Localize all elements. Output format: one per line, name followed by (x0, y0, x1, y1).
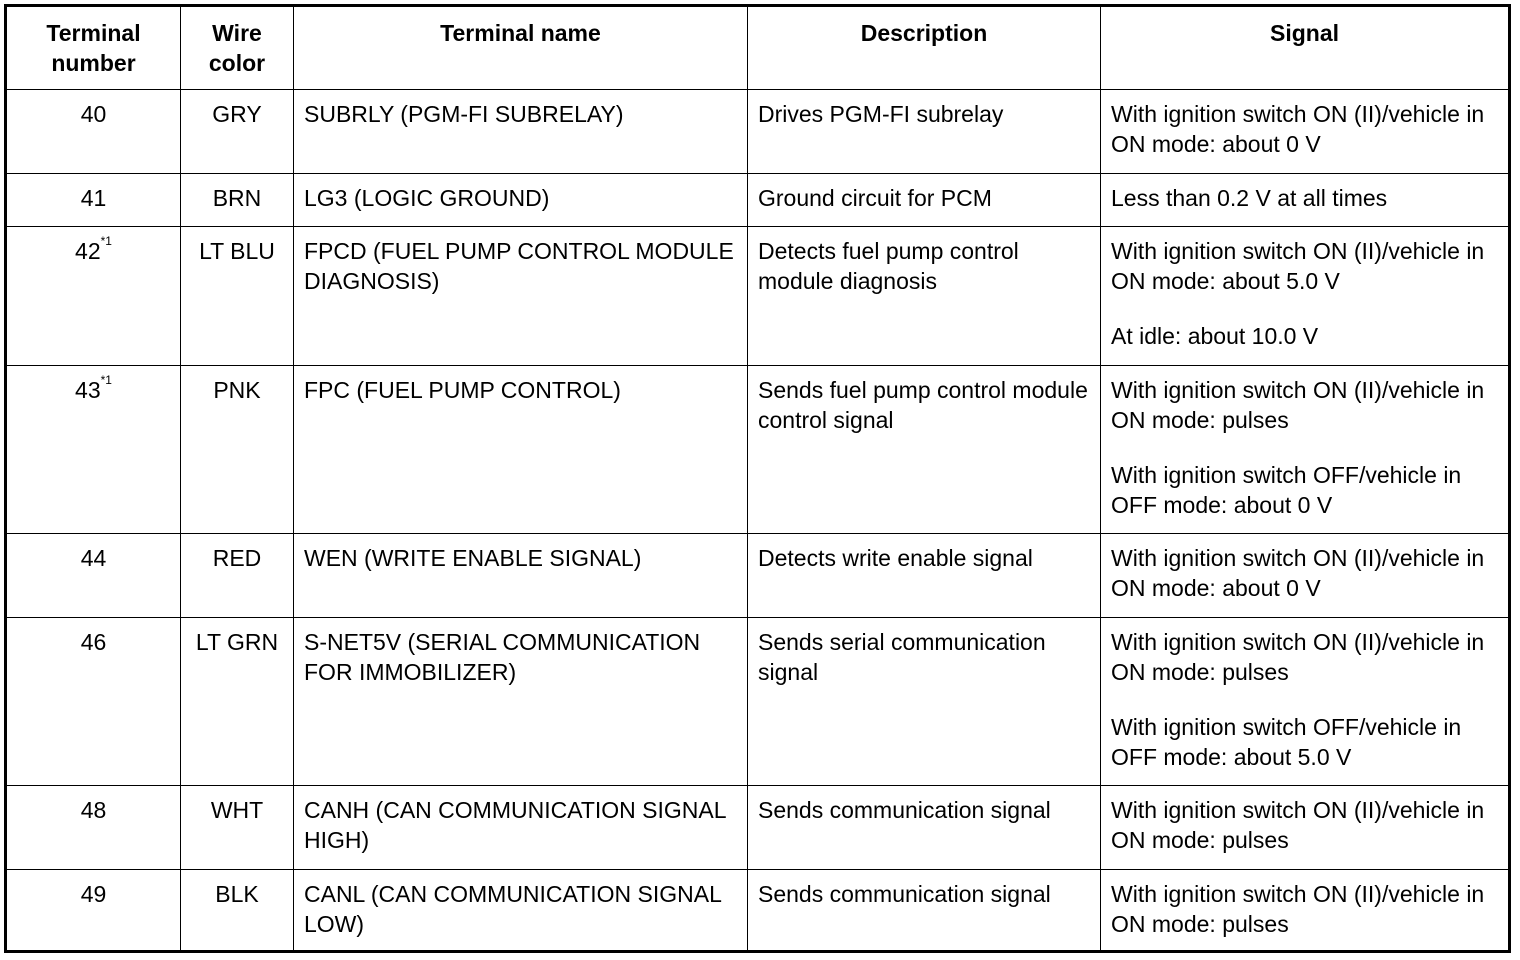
terminal-number-cell (6, 366, 181, 534)
table-row (6, 786, 1510, 870)
signal-cell (1101, 90, 1510, 174)
terminal-name-cell: SUBRLY (PGM-FI SUBRELAY) (294, 90, 748, 174)
signal-line: With ignition switch ON (II)/vehicle in ON mode: pulses (1111, 797, 1485, 853)
terminal-number: 44 (80, 545, 107, 571)
terminal-name-cell: FPC (FUEL PUMP CONTROL) (294, 366, 748, 534)
terminal-number: 40 (80, 101, 107, 127)
description-cell: Drives PGM-FI subrelay (748, 90, 1101, 174)
table-row (6, 174, 1510, 227)
wire-color-cell: LT GRN (181, 618, 294, 786)
signal-cell (1101, 174, 1510, 227)
signal-cell (1101, 786, 1510, 870)
signal-line: Less than 0.2 V at all times (1111, 185, 1388, 211)
terminal-number: 41 (80, 185, 107, 211)
terminal-name-cell: CANH (CAN COMMUNICATION SIGNAL HIGH) (294, 786, 748, 870)
terminal-number: 43 (75, 377, 101, 403)
terminal-number-cell (6, 786, 181, 870)
header-signal: Signal (1101, 6, 1510, 90)
terminal-name-cell: LG3 (LOGIC GROUND) (294, 174, 748, 227)
terminal-number: 48 (80, 797, 107, 823)
wire-color-cell: WHT (181, 786, 294, 870)
terminal-number-cell (6, 534, 181, 618)
terminal-number: 49 (80, 881, 107, 907)
signal-line: With ignition switch OFF/vehicle in OFF mode: about 5.0 V (1111, 714, 1462, 770)
terminal-name-cell: FPCD (FUEL PUMP CONTROL MODULE DIAGNOSIS) (294, 227, 748, 366)
signal-line: With ignition switch ON (II)/vehicle in ON mode: about 0 V (1111, 101, 1485, 157)
terminal-name-cell: WEN (WRITE ENABLE SIGNAL) (294, 534, 748, 618)
header-row (6, 6, 1510, 90)
footnote-marker: *1 (100, 234, 112, 248)
header-description: Description (748, 6, 1101, 90)
signal-line: With ignition switch ON (II)/vehicle in ON mode: about 0 V (1111, 545, 1485, 601)
signal-cell (1101, 227, 1510, 366)
wire-color-cell: RED (181, 534, 294, 618)
terminal-number-cell (6, 618, 181, 786)
description-cell: Ground circuit for PCM (748, 174, 1101, 227)
signal-line: With ignition switch ON (II)/vehicle in ON mode: pulses (1111, 629, 1485, 685)
wire-color-cell: BLK (181, 870, 294, 952)
terminal-number-cell (6, 174, 181, 227)
signal-line: With ignition switch ON (II)/vehicle in ON mode: pulses (1111, 881, 1485, 937)
table-row (6, 227, 1510, 366)
table-row (6, 534, 1510, 618)
wire-color-cell: LT BLU (181, 227, 294, 366)
signal-line: With ignition switch OFF/vehicle in OFF mode: about 0 V (1111, 462, 1462, 518)
terminal-name-cell: S-NET5V (SERIAL COMMUNICATION FOR IMMOBILIZER) (294, 618, 748, 786)
header-wire-color: Wire color (181, 6, 294, 90)
signal-cell (1101, 366, 1510, 534)
terminal-table-container (4, 4, 1511, 953)
description-cell: Detects fuel pump control module diagnosis (748, 227, 1101, 366)
terminal-number-cell (6, 870, 181, 952)
wire-color-cell: BRN (181, 174, 294, 227)
wire-color-cell: GRY (181, 90, 294, 174)
terminal-number-cell (6, 90, 181, 174)
terminal-number: 42 (75, 238, 101, 264)
signal-line: With ignition switch ON (II)/vehicle in ON mode: pulses (1111, 377, 1485, 433)
terminal-number: 46 (80, 629, 107, 655)
terminal-number-cell (6, 227, 181, 366)
table-row (6, 366, 1510, 534)
wire-color-cell: PNK (181, 366, 294, 534)
table-row (6, 618, 1510, 786)
header-terminal-number: Terminal number (6, 6, 181, 90)
header-terminal-name: Terminal name (294, 6, 748, 90)
description-cell: Sends serial communication signal (748, 618, 1101, 786)
signal-cell (1101, 534, 1510, 618)
footnote-marker: *1 (100, 373, 112, 387)
table-row (6, 90, 1510, 174)
table-row (6, 870, 1510, 952)
signal-line: With ignition switch ON (II)/vehicle in ON mode: about 5.0 V (1111, 238, 1485, 294)
terminal-name-cell: CANL (CAN COMMUNICATION SIGNAL LOW) (294, 870, 748, 952)
description-cell: Sends fuel pump control module control signal (748, 366, 1101, 534)
signal-cell (1101, 618, 1510, 786)
signal-cell (1101, 870, 1510, 952)
description-cell: Sends communication signal (748, 870, 1101, 952)
signal-line: At idle: about 10.0 V (1111, 323, 1319, 349)
description-cell: Sends communication signal (748, 786, 1101, 870)
terminal-table (4, 4, 1511, 953)
description-cell: Detects write enable signal (748, 534, 1101, 618)
